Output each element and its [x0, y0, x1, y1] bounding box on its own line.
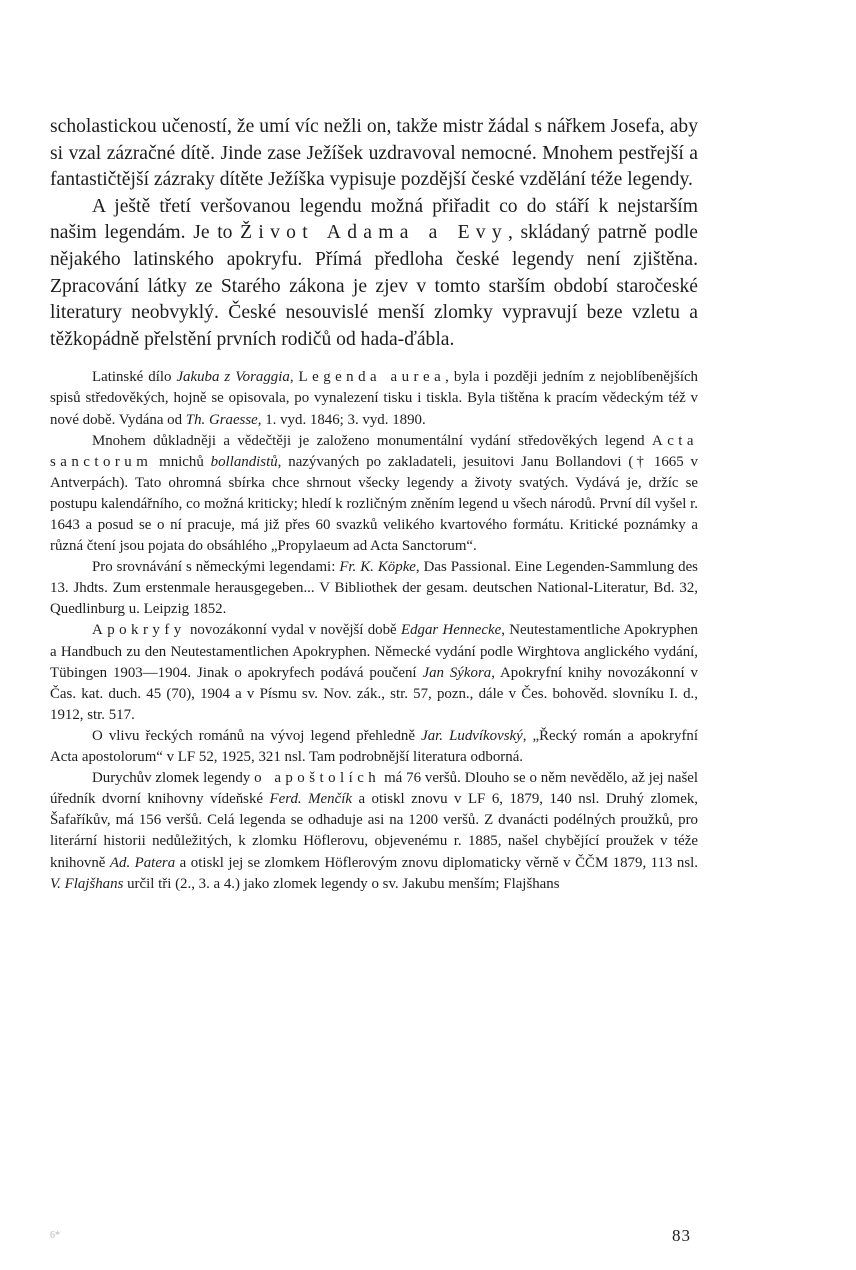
note-paragraph [50, 768, 698, 895]
spaced-title: o apoštolích [254, 770, 381, 787]
italic-name: Jakuba z Voraggia [176, 369, 290, 386]
spaced-title: Apokryfy [92, 622, 186, 639]
text-run: má 76 veršů. Dlouho se o něm nevědělo, až jej našel úředník dvorní knihovny vídeňské [50, 770, 698, 808]
text-run: novozákonní vydal v novější době [185, 622, 401, 639]
italic-name: V. Flajšhans [50, 875, 124, 892]
text-run: a otiskl znovu v LF 6, 1879, 140 nsl. Druhý zlomek, Šafaříkův, má 156 veršů. Celá legenda se odhaduje asi na 1200 veršů. Z dvanácti podélných proužků, pro literární historii nedůležitých, k zlomku Höflerovu, objevenému r. 1885, našel chybějící proužek v téže knihovně [50, 791, 698, 871]
italic-name: Th. Graesse [185, 411, 258, 428]
text-run: , 1. vyd. 1846; 3. vyd. 1890. [257, 411, 426, 428]
note-paragraph [50, 367, 698, 430]
signature-mark: 6* [50, 1230, 60, 1241]
text-run: , Das Passional. Eine Legenden-Sammlung des 13. Jhdts. Zum erstenmale herausgegeben... V Bibliothek der gesam. deutschen National-Literatur, Bd. 32, Quedlinburg u. Leipzig 1852. [50, 559, 698, 618]
text-run: Mnohem důkladněji a vědečtěji je založeno monumentální vydání středověkých legend [92, 432, 652, 449]
italic-name: Jan Sýkora [422, 664, 492, 681]
note-paragraph [50, 557, 698, 620]
note-paragraph [50, 431, 698, 558]
main-text [50, 114, 698, 353]
body-paragraph [50, 194, 698, 354]
note-paragraph [50, 620, 698, 725]
text-run: a otiskl jej se zlomkem Höflerovým znovu diplomaticky věrně v ČČM 1879, 113 nsl. [175, 854, 699, 871]
text-run: , Apokryfní knihy novozákonní v Čas. kat. duch. 45 (70), 1904 a v Písmu sv. Nov. zák., str. 57, pozn., dále v Čes. bohověd. slovníku I. d., 1912, str. 517. [50, 664, 698, 723]
text-run: , Neutestamentliche Apokryphen a Handbuch zu den Neutestamentlichen Apokryphen. Německé vydání podle Wirghtova anglického vydání, Tübingen 1903—1904. Jinak o apokryfech podává poučení [50, 622, 698, 681]
italic-name: Fr. K. Köpke [339, 559, 416, 576]
italic-name: Ad. Patera [109, 854, 176, 871]
italic-name: Jar. Ludvíkovský [421, 727, 523, 744]
spaced-title: Acta sanctorum [50, 432, 698, 470]
text-run: O vlivu řeckých románů na vývoj legend přehledně [92, 727, 422, 744]
body-paragraph [50, 114, 698, 194]
text-run: , nazývaných po zakladateli, jesuitovi Janu Bollandovi († 1665 v Antverpách). Tato ohromná sbírka chce shrnout všecky legendy a životy svatých. Vydává je, držíc se postupu kalendářního, co možná kriticky; hledí k rozličným zněním legend u všech národů. První díl vyšel r. 1643 a posud se o ní pracuje, má již přes 60 svazků velikého kvartového formátu. Kritické poznámky a různá čtení jsou pojata do obsáhlého „Propylaeum ad Acta Sanctorum“. [50, 453, 698, 555]
text-run: , byla i později jedním z nejoblíbenějších spisů středověkých, hojně se opisovala, po vynalezení tisku i tiskla. Byla tištěna k pracím vědeckým též v nové době. Vydána od [50, 369, 699, 428]
italic-name: Edgar Hennecke [400, 622, 502, 639]
italic-name: Ferd. Menčík [269, 791, 352, 808]
text-run: , „Řecký román a apokryfní Acta apostolorum“ v LF 52, 1925, 321 nsl. Tam podrobnější literatura odborná. [50, 727, 698, 766]
page-body [50, 114, 698, 895]
text-run: Durychův zlomek legendy [92, 770, 255, 787]
text-run: scholastickou učeností, že umí víc nežli on, takže mistr žádal s nářkem Josefa, aby si vzal zázračné dítě. Jinde zase Ježíšek uzdravoval nemocné. Mnohem pestřejší a fantastičtější zázraky dítěte Ježíška vypisuje pozdější české vzdělání téže legendy. [50, 116, 698, 191]
text-run: A ještě třetí veršovanou legendu možná přiřadit co do stáří k nejstarším našim legendám. Je to [50, 195, 698, 244]
page-number: 83 [672, 1226, 691, 1245]
spaced-title: Legenda aurea [298, 369, 446, 386]
spaced-title: Život Adama a Evy [240, 222, 508, 244]
footnotes [50, 367, 698, 894]
text-run: Pro srovnávání s německými legendami: [92, 559, 340, 576]
text-run: , [289, 369, 299, 386]
text-run: Latinské dílo [92, 369, 177, 386]
text-run: , skládaný patrně podle nějakého latinského apokryfu. Přímá předloha české legendy není zjištěna. Zpracování látky ze Starého zákona je zjev v tomto starším období staročeské literatury neobvyklý. České nesouvislé menší zlomky vypravují beze vzletu a těžkopádně přelstění prvních rodičů od hada-ďábla. [50, 222, 698, 350]
text-run: mnichů [152, 453, 211, 470]
note-paragraph [50, 726, 698, 768]
text-run: určil tři (2., 3. a 4.) jako zlomek legendy o sv. Jakubu menším; Flajšhans [123, 875, 560, 892]
italic-name: bollandistů [210, 453, 278, 470]
